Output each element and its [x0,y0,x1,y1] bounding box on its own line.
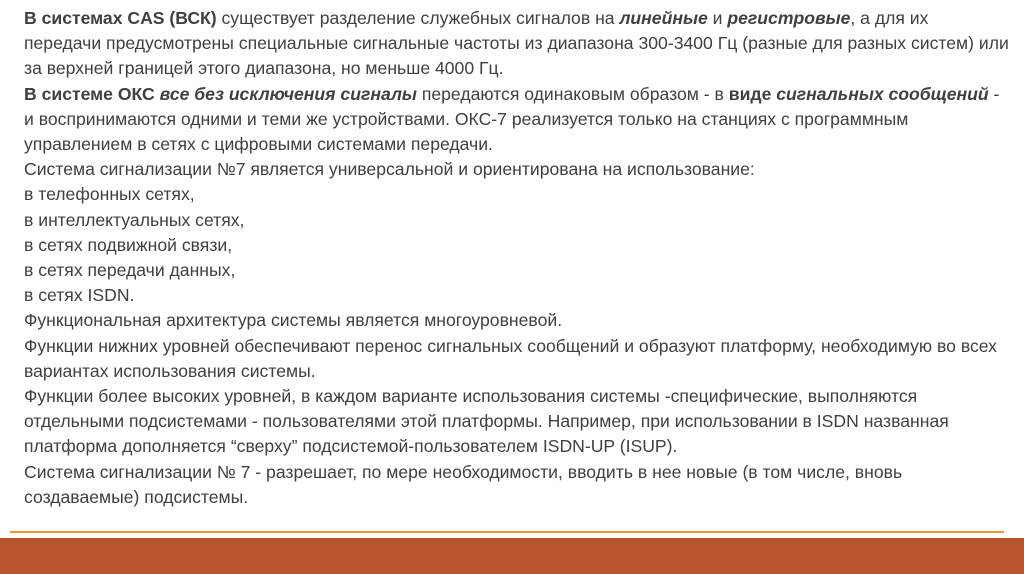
cas-text-2: и [707,8,728,28]
register-signals-term: регистровые [727,8,851,28]
paragraph-cas [24,6,1009,82]
all-signals-term: все без исключения сигналы [159,83,417,104]
paragraph-oks [24,82,1009,158]
paragraph-ss7-usage: Система сигнализации №7 является универсальной и ориентирована на использование: [24,159,755,180]
cas-text-1: существует разделение служебных сигналов на [216,8,620,28]
signal-messages-term: сигнальных сообщений [776,83,989,104]
list-item-intelligent: в интеллектуальных сетях, [24,209,245,230]
footer-band [0,538,1024,574]
paragraph-lower-levels: Функции нижних уровней обеспечивают перенос сигнальных сообщений и образуют платформу, необходимую во всех вариантах использования системы. [24,335,997,381]
line-signals-term: линейные [619,8,708,28]
list-item-telephone: в телефонных сетях, [24,184,195,205]
cas-heading: В системах CAS (ВСК) [24,8,217,28]
list-item-mobile: в сетях подвижной связи, [24,234,233,255]
oks-text-2: - и воспринимаются одними и теми же устройствами. ОКС-7 реализуется только на станциях с программным управлением в сетях с цифровыми системами передачи. [24,83,1000,155]
list-item-data: в сетях передачи данных, [24,260,236,281]
form-term: виде [728,83,772,104]
oks-heading: В системе ОКС [24,83,155,104]
cas-text-3: , а для их передачи предусмотрены специальные сигнальные частоты из диапазона 300-3400 Гц (разные для разных систем) или за верхней границей этого диапазона, но меньше 4000 Гц. [24,8,1009,79]
oks-text-1: передаются одинаковым образом - в [416,83,729,104]
paragraph-higher-levels: Функции более высоких уровней, в каждом варианте использования системы -специфические, выполняются отдельными подсистемами - пользователями этой платформы. Например, при использовании в ISDN названная платформа дополняется “сверху” подсистемой-пользователем ISDN-UP (ISUP). [24,386,949,457]
footer-divider-line [10,531,1004,533]
paragraph-architecture: Функциональная архитектура системы является многоуровневой. [24,310,563,331]
list-item-isdn: в сетях ISDN. [24,285,135,306]
slide-text-block [24,6,1009,510]
paragraph-extensibility: Система сигнализации № 7 - разрешает, по мере необходимости, вводить в нее новые (в том числе, вновь создаваемые) подсистемы. [24,461,903,507]
